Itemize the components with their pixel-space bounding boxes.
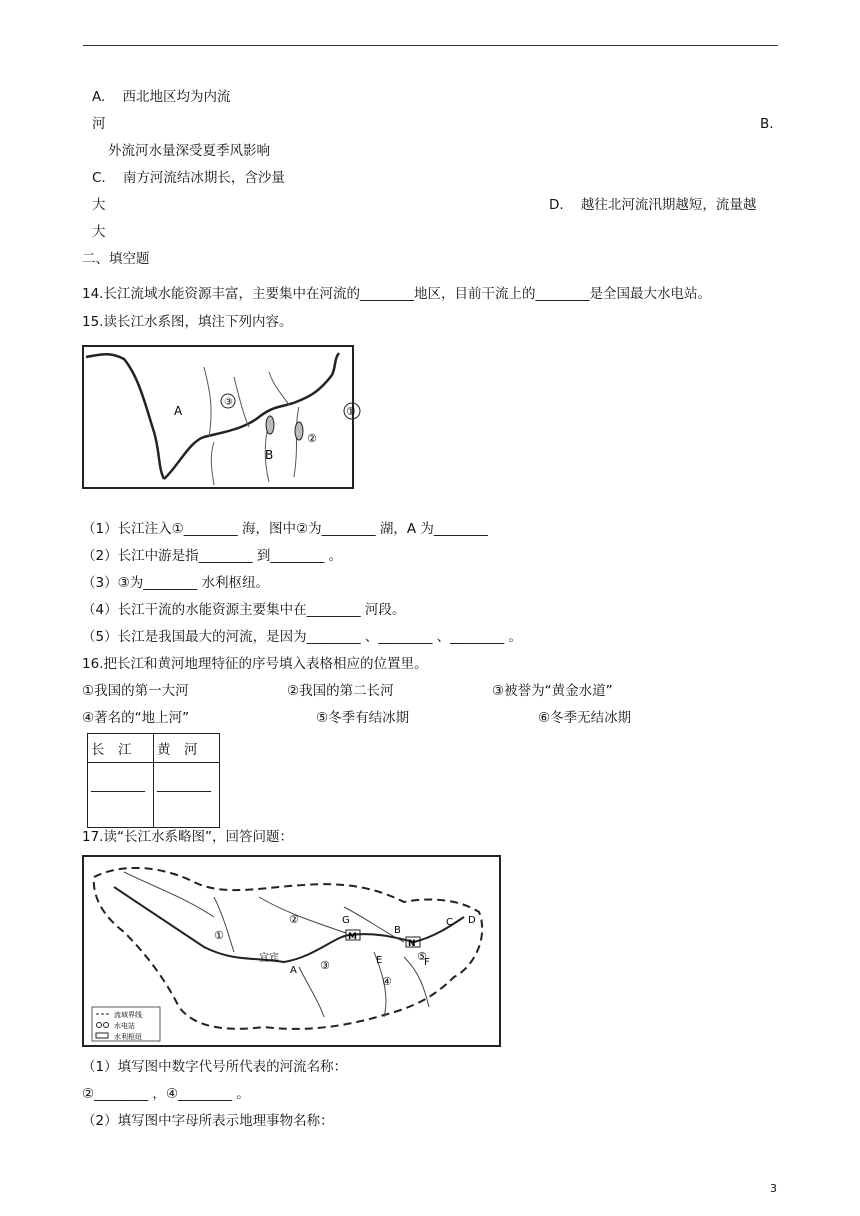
option-d-text: 越往北河流汛期越短，流量越	[580, 197, 757, 213]
table-header-yellow: 黄 河	[154, 734, 220, 763]
question-14: 14.长江流域水能资源丰富，主要集中在河流的________地区，目前干流上的________是全国最大水电站。	[82, 286, 711, 302]
table-blank-yellow[interactable]: ________	[154, 763, 220, 828]
option-d-wrap: 大	[92, 224, 106, 240]
option-d	[549, 196, 756, 214]
option-b-text: 外流河水量深受夏季风影响	[108, 143, 270, 159]
question-16-option-3: ③被誉为“黄金水道”	[492, 683, 613, 699]
option-a	[92, 88, 230, 106]
map2-label-m: M	[348, 932, 357, 942]
question-16-option-6: ⑥冬季无结冰期	[538, 710, 632, 726]
map2-label-4: ④	[382, 975, 392, 988]
map2-label-b: B	[394, 925, 401, 936]
question-17-title: 17.读“长江水系略图”，回答问题：	[82, 829, 293, 845]
question-16-title: 16.把长江和黄河地理特征的序号填入表格相应的位置里。	[82, 656, 428, 672]
map2-label-c: C	[446, 917, 453, 928]
option-c-text: 南方河流结冰期长，含沙量	[122, 170, 285, 186]
header-rule	[83, 45, 778, 46]
map2-label-g: G	[342, 915, 350, 926]
map2-label-2: ②	[289, 913, 299, 926]
legend-water-project: 水利枢纽	[114, 1033, 142, 1041]
map1-label-b: B	[265, 448, 274, 462]
option-c-wrap: 大	[92, 197, 106, 213]
yangtze-map-2	[82, 855, 501, 1047]
question-15-item-5: （5）长江是我国最大的河流，是因为________ 、________ 、________ 。	[82, 629, 522, 645]
map1-label-2: ②	[307, 432, 317, 445]
yangtze-map-2-drawing	[84, 857, 499, 1045]
option-d-label: D.	[549, 197, 564, 213]
option-b-label: B.	[760, 116, 774, 132]
page-number: 3	[770, 1182, 777, 1195]
map2-label-a: A	[290, 965, 297, 976]
map2-label-e: E	[376, 955, 383, 966]
table-blank-yangtze[interactable]: ________	[88, 763, 154, 828]
question-15-title: 15.读长江水系图，填注下列内容。	[82, 314, 293, 330]
question-15-item-3: （3）③为________ 水利枢纽。	[82, 575, 269, 591]
question-15-item-4: （4）长江干流的水能资源主要集中在________ 河段。	[82, 602, 406, 618]
map2-label-1: ①	[214, 929, 224, 942]
question-17-sub-1: （1）填写图中数字代号所代表的河流名称：	[82, 1059, 348, 1075]
map2-label-f: F	[424, 957, 430, 968]
section-heading: 二、填空题	[82, 251, 150, 267]
map1-label-3: ③	[224, 397, 233, 408]
legend-boundary: 流域界线	[114, 1011, 142, 1019]
map2-label-d: D	[468, 915, 476, 926]
option-c-label: C.	[92, 170, 106, 186]
option-c	[92, 169, 285, 187]
map2-label-5: ⑤	[417, 950, 427, 963]
question-16-option-2: ②我国的第二长河	[287, 683, 394, 699]
question-17-sub-2: （2）填写图中字母所表示地理事物名称：	[82, 1113, 334, 1129]
option-a-text: 西北地区均为内流	[122, 89, 231, 105]
legend-hydropower: 水电站	[114, 1022, 135, 1030]
table-header-yangtze: 长 江	[88, 734, 154, 763]
question-15-item-2: （2）长江中游是指________ 到________ 。	[82, 548, 343, 564]
map2-label-3: ③	[320, 959, 330, 972]
option-a-label: A.	[92, 89, 106, 105]
question-17-sub-1-blanks: ②________ ，④________ 。	[82, 1086, 250, 1102]
yangtze-map-1	[82, 345, 354, 489]
question-16-option-1: ①我国的第一大河	[82, 683, 189, 699]
feature-table	[87, 733, 220, 828]
map1-label-a: A	[174, 404, 183, 418]
question-16-option-5: ⑤冬季有结冰期	[316, 710, 410, 726]
map1-label-1: ①	[346, 405, 356, 418]
map2-label-yibin: 宜宾	[259, 953, 279, 964]
option-a-wrap: 河	[92, 116, 106, 132]
question-16-option-4: ④著名的“地上河”	[82, 710, 190, 726]
yangtze-map-1-drawing	[84, 347, 356, 487]
question-15-item-1: （1）长江注入①________ 海，图中②为________ 湖，A 为________	[82, 521, 488, 537]
map2-label-n: N	[408, 939, 416, 949]
